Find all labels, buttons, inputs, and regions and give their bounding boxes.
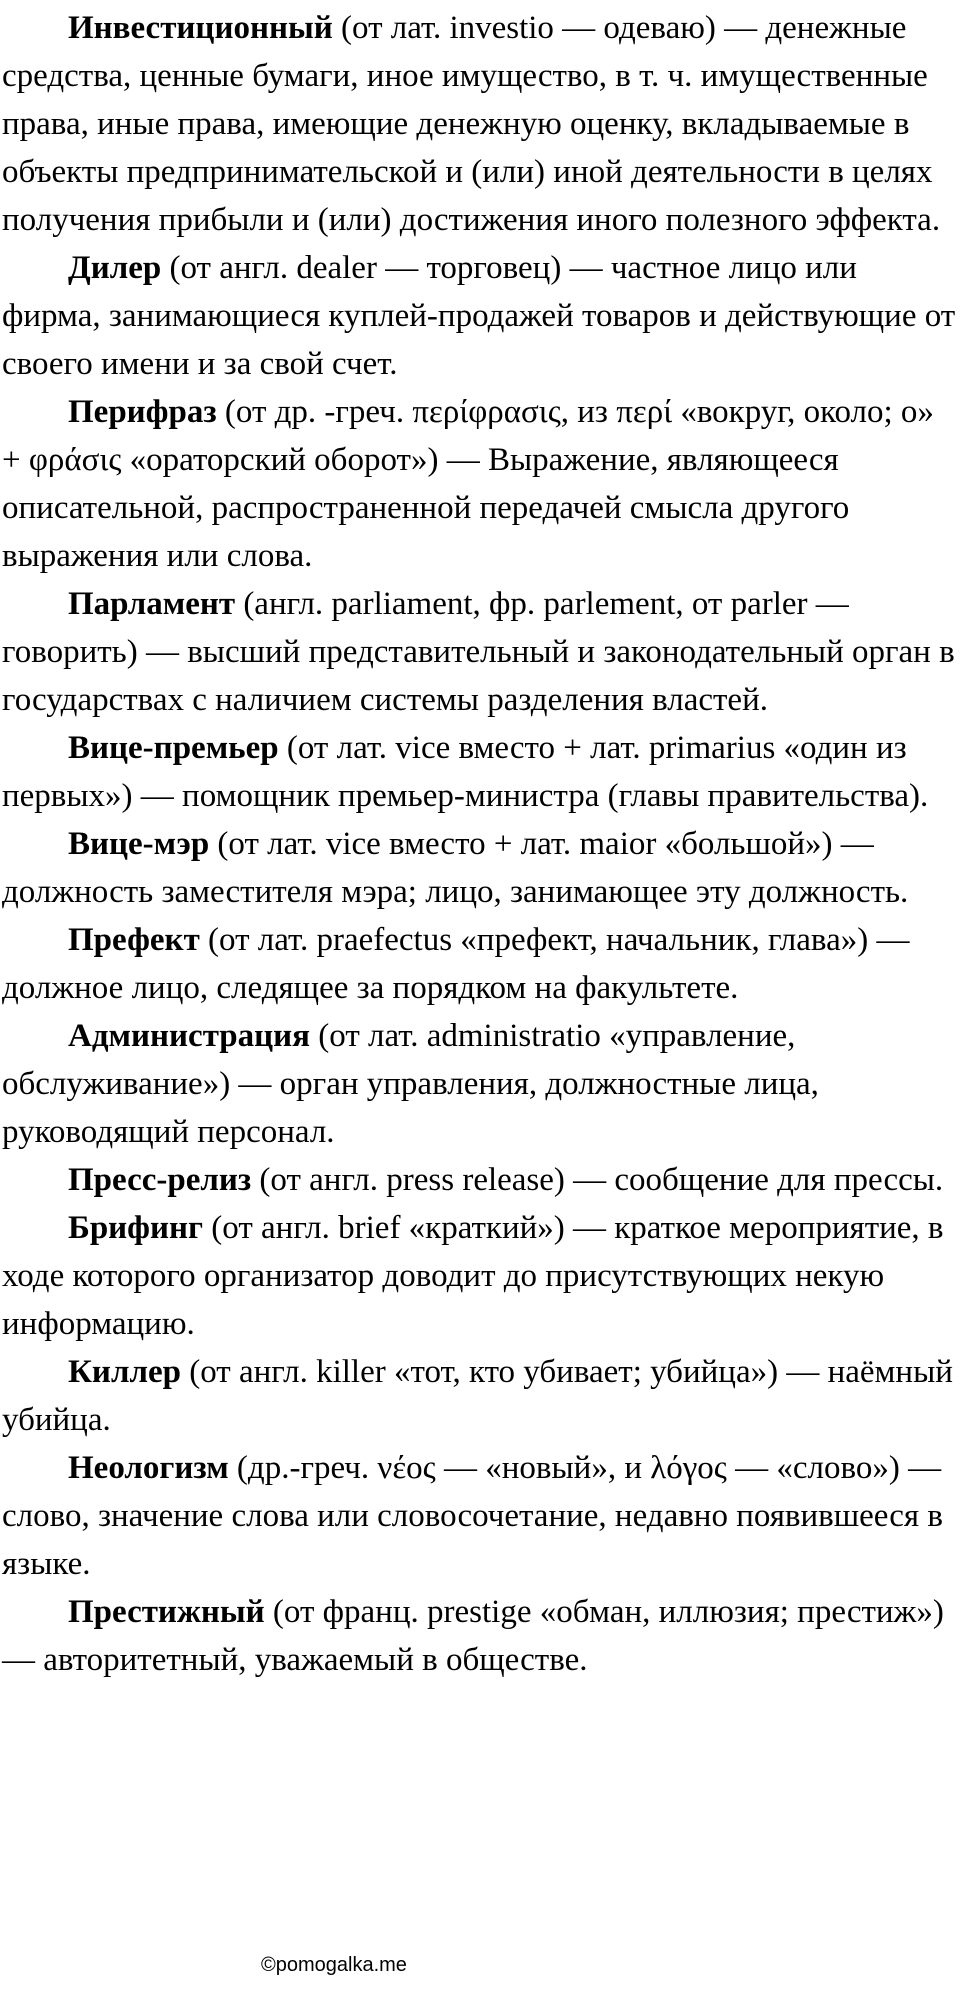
entry-term: Дилер bbox=[68, 250, 162, 286]
glossary-list bbox=[2, 4, 958, 1684]
glossary-entry bbox=[2, 820, 958, 916]
entry-term: Инвестиционный bbox=[68, 10, 333, 46]
glossary-entry bbox=[2, 1156, 958, 1204]
glossary-entry bbox=[2, 388, 958, 580]
entry-term: Парламент bbox=[68, 586, 236, 622]
entry-definition: (от англ. killer «тот, кто убивает; убийца») — наёмный убийца. bbox=[2, 1354, 953, 1438]
entry-term: Пресс-релиз bbox=[68, 1162, 252, 1198]
entry-definition: (от франц. prestige «обман, иллюзия; престиж») — авторитетный, уважаемый в обществе. bbox=[2, 1594, 944, 1678]
entry-definition: (др.-греч. νέος — «новый», и λόγος — «слово») — слово, значение слова или словосочетание, недавно появившееся в языке. bbox=[2, 1450, 943, 1582]
entry-definition: (от лат. praefectus «префект, начальник, глава») — должное лицо, следящее за порядком на факультете. bbox=[2, 922, 910, 1006]
glossary-entry bbox=[2, 1588, 958, 1684]
entry-definition: (от англ. brief «краткий») — краткое мероприятие, в ходе которого организатор доводит до присутствующих некую информацию. bbox=[2, 1210, 944, 1342]
glossary-entry bbox=[2, 1444, 958, 1588]
entry-definition: (англ. parliament, фр. parlement, от parler — говорить) — высший представительный и законодательный орган в государствах с наличием системы разделения властей. bbox=[2, 586, 955, 718]
entry-definition: (от англ. dealer — торговец) — частное лицо или фирма, занимающиеся куплей-продажей товаров и действующие от своего имени и за свой счет. bbox=[2, 250, 956, 382]
glossary-entry bbox=[2, 1348, 958, 1444]
entry-term: Престижный bbox=[68, 1594, 265, 1630]
entry-definition: (от лат. vice вместо + лат. primarius «один из первых») — помощник премьер-министра (главы правительства). bbox=[2, 730, 929, 814]
glossary-entry bbox=[2, 1204, 958, 1348]
glossary-entry bbox=[2, 916, 958, 1012]
entry-definition: (от лат. vice вместо + лат. maior «большой») — должность заместителя мэра; лицо, занимающее эту должность. bbox=[2, 826, 909, 910]
entry-term: Неологизм bbox=[68, 1450, 229, 1486]
entry-term: Префект bbox=[68, 922, 200, 958]
glossary-entry bbox=[2, 4, 958, 244]
entry-term: Киллер bbox=[68, 1354, 181, 1390]
entry-definition: (от др. -греч. περίφρασις, из περί «вокруг, около; о» + φράσις «ораторский оборот») — Выражение, являющееся описательной, распространенной передачей смысла другого выражения или слова. bbox=[2, 394, 934, 574]
glossary-entry bbox=[2, 580, 958, 724]
glossary-entry bbox=[2, 724, 958, 820]
entry-term: Брифинг bbox=[68, 1210, 204, 1246]
glossary-entry bbox=[2, 244, 958, 388]
entry-term: Вице-премьер bbox=[68, 730, 279, 766]
entry-term: Администрация bbox=[68, 1018, 311, 1054]
glossary-entry bbox=[2, 1012, 958, 1156]
entry-term: Перифраз bbox=[68, 394, 217, 430]
entry-definition: (от лат. administratio «управление, обслуживание») — орган управления, должностные лица, руководящий персонал. bbox=[2, 1018, 819, 1150]
watermark: ©pomogalka.me bbox=[261, 1954, 407, 1976]
entry-definition: (от лат. investio — одеваю) — денежные средства, ценные бумаги, иное имущество, в т. ч. имущественные права, иные права, имеющие денежную оценку, вкладываемые в объекты предпринимательской и (или) иной деятельности в целях получения прибыли и (или) достижения иного полезного эффекта. bbox=[2, 10, 941, 238]
entry-term: Вице-мэр bbox=[68, 826, 210, 862]
entry-definition: (от англ. press release) — сообщение для прессы. bbox=[251, 1162, 944, 1198]
